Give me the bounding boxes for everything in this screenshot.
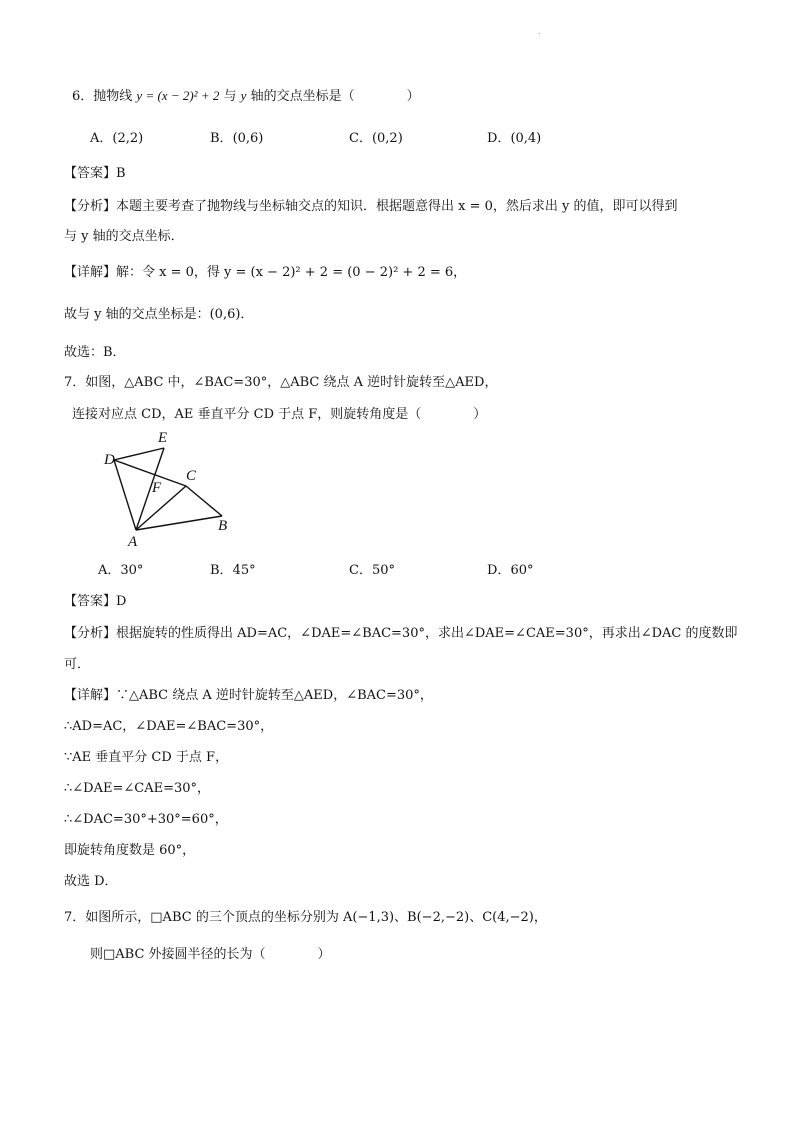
q6-answer: 【答案】B	[64, 166, 126, 181]
q7a-option-d	[487, 561, 533, 581]
q6-detail: 【详解】解：令 x = 0，得 y = (x − 2)² + 2 = (0 − 2)² + 2 = 6，	[64, 265, 467, 280]
option-label: D．	[487, 131, 511, 146]
segment-dc	[114, 460, 186, 486]
segment-de	[114, 448, 164, 460]
option-value: 30°	[120, 563, 144, 578]
q6-option-d	[487, 129, 541, 149]
label-f: F	[152, 480, 162, 496]
q7a-option-a	[98, 561, 143, 581]
q6-choose: 故选：B．	[64, 345, 126, 360]
q7a-stem-line-1: 7．如图，△ABC 中，∠BAC=30°，△ABC 绕点 A 逆时针旋转至△AED，	[64, 375, 498, 390]
q6-stem-post: 轴的交点坐标是（ ）	[250, 89, 420, 104]
q6-analysis-line-2: 与 y 轴的交点坐标．	[64, 229, 184, 244]
q7a-answer: 【答案】D	[64, 594, 127, 609]
q6-option-a	[90, 129, 143, 149]
q7a-detail-line-1: 【详解】∵△ABC 绕点 A 逆时针旋转至△AED，∠BAC=30°，	[64, 688, 433, 703]
q6-option-c	[349, 129, 403, 149]
option-value: (0,4)	[510, 131, 542, 146]
q7a-detail-line-3: ∵AE 垂直平分 CD 于点 F，	[64, 750, 229, 765]
label-b: B	[218, 518, 228, 534]
q7b-stem-line-2: 则□ABC 外接圆半径的长为（ ）	[90, 947, 331, 962]
q7a-option-c	[349, 561, 395, 581]
option-label: B．	[210, 563, 233, 578]
segment-ad	[114, 460, 136, 530]
q6-conclusion: 故与 y 轴的交点坐标是：(0,6)．	[64, 307, 254, 322]
label-e: E	[158, 430, 168, 446]
q6-stem-pre: 6．抛物线	[72, 89, 133, 104]
option-value: 45°	[232, 563, 256, 578]
option-value: 60°	[510, 563, 534, 578]
q6-stem-mid: 与	[223, 89, 237, 104]
label-a: A	[128, 534, 138, 550]
q7a-option-b	[210, 561, 256, 581]
q7a-rotation-figure	[100, 426, 250, 550]
q7a-analysis-line-1: 【分析】根据旋转的性质得出 AD=AC，∠DAE=∠BAC=30°，求出∠DAE=∠CAE=30°，再求出∠DAC 的度数即	[64, 626, 738, 641]
option-label: A．	[90, 131, 113, 146]
option-value: (0,2)	[371, 131, 403, 146]
q7a-detail-line-5: ∴∠DAC=30°+30°=60°，	[64, 812, 228, 827]
q7a-choose: 故选 D．	[64, 874, 118, 889]
q6-axis-var: y	[240, 88, 247, 103]
option-value: 50°	[371, 563, 395, 578]
q7a-stem-line-2: 连接对应点 CD，AE 垂直平分 CD 于点 F，则旋转角度是（ ）	[72, 407, 487, 422]
q7a-detail-line-4: ∴∠DAE=∠CAE=30°，	[64, 781, 211, 796]
segment-cb	[186, 486, 222, 516]
q7a-analysis-line-2: 可．	[64, 657, 91, 672]
q7a-detail-line-6: 即旋转角度数是 60°，	[64, 843, 196, 858]
option-label: B．	[210, 131, 233, 146]
option-value: (2,2)	[112, 131, 144, 146]
header-mark: .	[538, 27, 541, 36]
q6-formula: y = (x − 2)² + 2	[136, 88, 220, 103]
option-value: (0,6)	[232, 131, 264, 146]
q6-stem	[72, 86, 420, 107]
q6-option-b	[210, 129, 263, 149]
q7b-stem-line-1: 7．如图所示，□ABC 的三个顶点的坐标分别为 A(−1,3)、B(−2,−2)、C(4,−2)，	[64, 910, 547, 925]
option-label: C．	[349, 131, 372, 146]
label-d: D	[104, 452, 115, 468]
option-label: C．	[349, 563, 372, 578]
label-c: C	[186, 468, 197, 484]
option-label: D．	[487, 563, 511, 578]
q6-analysis-line-1: 【分析】本题主要考查了抛物线与坐标轴交点的知识．根据题意得出 x = 0，然后求出 y 的值，即可以得到	[64, 199, 678, 214]
option-label: A．	[98, 563, 121, 578]
q7a-detail-line-2: ∴AD=AC，∠DAE=∠BAC=30°，	[64, 719, 274, 734]
